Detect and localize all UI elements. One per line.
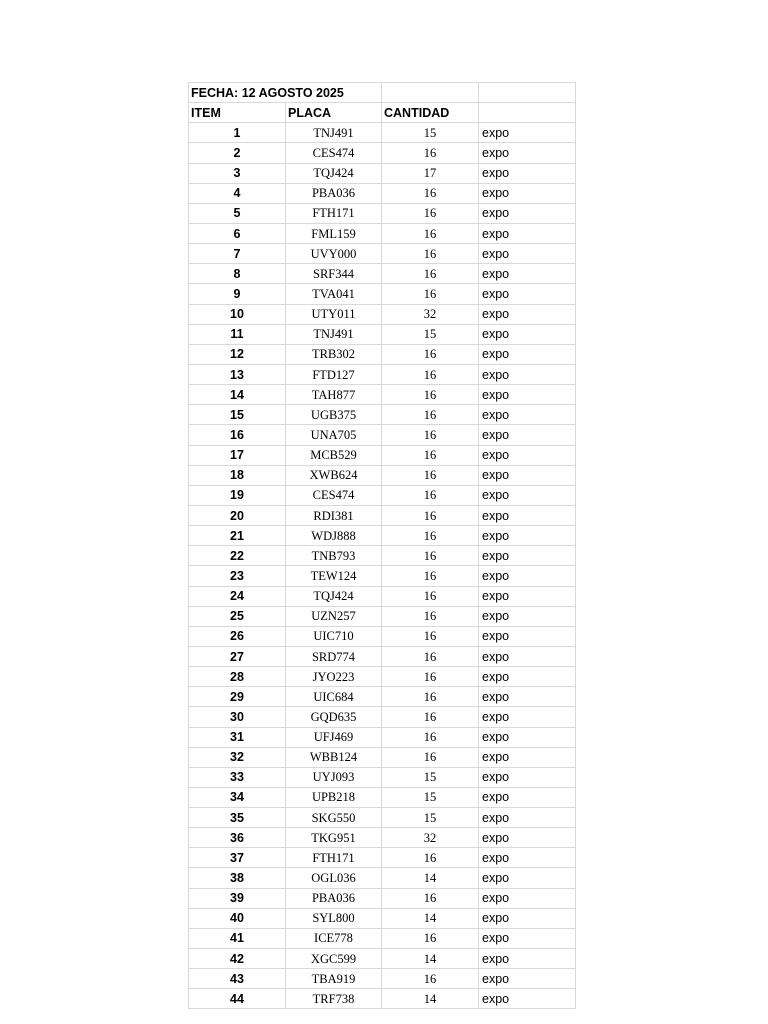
empty-cell[interactable] [479,83,576,103]
placa-cell[interactable]: TVA041 [286,284,382,304]
empty-cell[interactable] [479,103,576,123]
note-cell[interactable]: expo [479,324,576,344]
note-cell[interactable]: expo [479,344,576,364]
table-row [189,445,576,465]
item-cell[interactable]: 28 [189,667,286,687]
placa-cell[interactable]: UIC684 [286,687,382,707]
placa-cell[interactable]: PBA036 [286,888,382,908]
spreadsheet-table [188,82,576,1009]
cantidad-cell[interactable]: 17 [382,163,479,183]
placa-cell[interactable]: TNB793 [286,546,382,566]
placa-cell[interactable]: XWB624 [286,465,382,485]
date-row [189,83,576,103]
item-cell[interactable]: 19 [189,485,286,505]
placa-cell[interactable]: TQJ424 [286,586,382,606]
table-row [189,808,576,828]
cantidad-cell[interactable]: 16 [382,244,479,264]
note-cell[interactable]: expo [479,244,576,264]
item-cell[interactable]: 29 [189,687,286,707]
item-cell[interactable]: 32 [189,747,286,767]
cantidad-cell[interactable]: 16 [382,586,479,606]
table-row [189,505,576,525]
table-row [189,385,576,405]
table-row [189,727,576,747]
cantidad-cell[interactable]: 16 [382,385,479,405]
item-cell[interactable]: 38 [189,868,286,888]
note-cell[interactable]: expo [479,163,576,183]
cantidad-cell[interactable]: 15 [382,123,479,143]
item-cell[interactable]: 10 [189,304,286,324]
note-cell[interactable]: expo [479,405,576,425]
item-cell[interactable]: 6 [189,223,286,243]
item-cell[interactable]: 16 [189,425,286,445]
cantidad-cell[interactable]: 14 [382,908,479,928]
note-cell[interactable]: expo [479,485,576,505]
placa-cell[interactable]: UPB218 [286,787,382,807]
item-cell[interactable]: 27 [189,646,286,666]
item-cell[interactable]: 3 [189,163,286,183]
note-cell[interactable]: expo [479,687,576,707]
item-cell[interactable]: 11 [189,324,286,344]
placa-cell[interactable]: WBB124 [286,747,382,767]
note-cell[interactable]: expo [479,264,576,284]
note-cell[interactable]: expo [479,425,576,445]
cantidad-cell[interactable]: 16 [382,445,479,465]
placa-cell[interactable]: TNJ491 [286,123,382,143]
table-row [189,183,576,203]
note-cell[interactable]: expo [479,203,576,223]
item-cell[interactable]: 41 [189,928,286,948]
item-cell[interactable]: 35 [189,808,286,828]
note-cell[interactable]: expo [479,626,576,646]
item-cell[interactable]: 5 [189,203,286,223]
placa-cell[interactable]: FTH171 [286,848,382,868]
note-cell[interactable]: expo [479,989,576,1009]
cantidad-cell[interactable]: 16 [382,626,479,646]
cantidad-cell[interactable]: 32 [382,304,479,324]
note-cell[interactable]: expo [479,747,576,767]
placa-cell[interactable]: PBA036 [286,183,382,203]
placa-cell[interactable]: TQJ424 [286,163,382,183]
cantidad-cell[interactable]: 16 [382,465,479,485]
cantidad-cell[interactable]: 16 [382,848,479,868]
cantidad-cell[interactable]: 16 [382,546,479,566]
item-cell[interactable]: 4 [189,183,286,203]
note-cell[interactable]: expo [479,304,576,324]
item-cell[interactable]: 31 [189,727,286,747]
item-cell[interactable]: 8 [189,264,286,284]
table-row [189,767,576,787]
item-cell[interactable]: 30 [189,707,286,727]
placa-cell[interactable]: GQD635 [286,707,382,727]
placa-cell[interactable]: UGB375 [286,405,382,425]
table-row [189,747,576,767]
placa-cell[interactable]: TNJ491 [286,324,382,344]
note-cell[interactable]: expo [479,143,576,163]
placa-cell[interactable]: RDI381 [286,505,382,525]
cantidad-cell[interactable]: 16 [382,505,479,525]
item-cell[interactable]: 22 [189,546,286,566]
note-cell[interactable]: expo [479,767,576,787]
placa-cell[interactable]: MCB529 [286,445,382,465]
item-cell[interactable]: 36 [189,828,286,848]
cantidad-cell[interactable]: 16 [382,364,479,384]
table-row [189,344,576,364]
placa-cell[interactable]: UTY011 [286,304,382,324]
placa-cell[interactable]: UFJ469 [286,727,382,747]
table-row [189,606,576,626]
cantidad-cell[interactable]: 16 [382,143,479,163]
placa-cell[interactable]: SRF344 [286,264,382,284]
table-row [189,485,576,505]
table-row [189,787,576,807]
note-cell[interactable]: expo [479,828,576,848]
cantidad-cell[interactable]: 16 [382,928,479,948]
note-cell[interactable]: expo [479,908,576,928]
note-cell[interactable]: expo [479,526,576,546]
table-row [189,123,576,143]
table-row [189,324,576,344]
item-cell[interactable]: 37 [189,848,286,868]
note-cell[interactable]: expo [479,284,576,304]
note-cell[interactable]: expo [479,707,576,727]
table-row [189,626,576,646]
note-cell[interactable]: expo [479,727,576,747]
table-row [189,868,576,888]
item-cell[interactable]: 33 [189,767,286,787]
note-cell[interactable]: expo [479,646,576,666]
item-cell[interactable]: 7 [189,244,286,264]
table-row [189,304,576,324]
cantidad-cell[interactable]: 15 [382,324,479,344]
placa-cell[interactable]: TAH877 [286,385,382,405]
item-cell[interactable]: 18 [189,465,286,485]
item-cell[interactable]: 20 [189,505,286,525]
item-cell[interactable]: 40 [189,908,286,928]
column-header-placa[interactable]: PLACA [286,103,382,123]
table-row [189,687,576,707]
table-row [189,969,576,989]
table-row [189,425,576,445]
cantidad-cell[interactable]: 14 [382,949,479,969]
cantidad-cell[interactable]: 15 [382,767,479,787]
item-cell[interactable]: 1 [189,123,286,143]
item-cell[interactable]: 43 [189,969,286,989]
placa-cell[interactable]: SKG550 [286,808,382,828]
cantidad-cell[interactable]: 15 [382,787,479,807]
cantidad-cell[interactable]: 16 [382,707,479,727]
cantidad-cell[interactable]: 16 [382,888,479,908]
table-row [189,989,576,1009]
placa-cell[interactable]: OGL036 [286,868,382,888]
cantidad-cell[interactable]: 16 [382,264,479,284]
cantidad-cell[interactable]: 16 [382,284,479,304]
cantidad-cell[interactable]: 16 [382,747,479,767]
cantidad-cell[interactable]: 16 [382,425,479,445]
note-cell[interactable]: expo [479,848,576,868]
item-cell[interactable]: 15 [189,405,286,425]
item-cell[interactable]: 25 [189,606,286,626]
note-cell[interactable]: expo [479,566,576,586]
date-label[interactable]: FECHA: 12 AGOSTO 2025 [189,83,382,103]
cantidad-cell[interactable]: 16 [382,969,479,989]
placa-cell[interactable]: ICE778 [286,928,382,948]
table-row [189,244,576,264]
note-cell[interactable]: expo [479,445,576,465]
cantidad-cell[interactable]: 16 [382,646,479,666]
placa-cell[interactable]: TRF738 [286,989,382,1009]
item-cell[interactable]: 24 [189,586,286,606]
table-row [189,828,576,848]
item-cell[interactable]: 42 [189,949,286,969]
item-cell[interactable]: 23 [189,566,286,586]
table-row [189,546,576,566]
table-row [189,364,576,384]
placa-cell[interactable]: FML159 [286,223,382,243]
placa-cell[interactable]: UYJ093 [286,767,382,787]
placa-cell[interactable]: SRD774 [286,646,382,666]
cantidad-cell[interactable]: 16 [382,203,479,223]
note-cell[interactable]: expo [479,465,576,485]
item-cell[interactable]: 34 [189,787,286,807]
item-cell[interactable]: 13 [189,364,286,384]
note-cell[interactable]: expo [479,364,576,384]
item-cell[interactable]: 39 [189,888,286,908]
note-cell[interactable]: expo [479,505,576,525]
placa-cell[interactable]: FTD127 [286,364,382,384]
table-row [189,264,576,284]
note-cell[interactable]: expo [479,928,576,948]
note-cell[interactable]: expo [479,546,576,566]
cantidad-cell[interactable]: 16 [382,526,479,546]
placa-cell[interactable]: WDJ888 [286,526,382,546]
placa-cell[interactable]: TRB302 [286,344,382,364]
column-header-item[interactable]: ITEM [189,103,286,123]
column-header-row [189,103,576,123]
table-row [189,203,576,223]
cantidad-cell[interactable]: 14 [382,868,479,888]
placa-cell[interactable]: SYL800 [286,908,382,928]
table-row [189,848,576,868]
note-cell[interactable]: expo [479,606,576,626]
item-cell[interactable]: 44 [189,989,286,1009]
note-cell[interactable]: expo [479,667,576,687]
placa-cell[interactable]: CES474 [286,485,382,505]
note-cell[interactable]: expo [479,868,576,888]
placa-cell[interactable]: UNA705 [286,425,382,445]
cantidad-cell[interactable]: 16 [382,183,479,203]
note-cell[interactable]: expo [479,808,576,828]
cantidad-cell[interactable]: 16 [382,485,479,505]
empty-cell[interactable] [382,83,479,103]
placa-cell[interactable]: XGC599 [286,949,382,969]
table-row [189,284,576,304]
table-row [189,646,576,666]
placa-cell[interactable]: TKG951 [286,828,382,848]
item-cell[interactable]: 12 [189,344,286,364]
note-cell[interactable]: expo [479,223,576,243]
cantidad-cell[interactable]: 16 [382,405,479,425]
item-cell[interactable]: 14 [189,385,286,405]
note-cell[interactable]: expo [479,969,576,989]
note-cell[interactable]: expo [479,949,576,969]
cantidad-cell[interactable]: 14 [382,989,479,1009]
placa-cell[interactable]: TEW124 [286,566,382,586]
table-row [189,928,576,948]
placa-cell[interactable]: CES474 [286,143,382,163]
note-cell[interactable]: expo [479,787,576,807]
item-cell[interactable]: 9 [189,284,286,304]
table-row [189,163,576,183]
table-row [189,908,576,928]
table-row [189,888,576,908]
cantidad-cell[interactable]: 16 [382,727,479,747]
cantidad-cell[interactable]: 16 [382,344,479,364]
cantidad-cell[interactable]: 16 [382,223,479,243]
note-cell[interactable]: expo [479,123,576,143]
cantidad-cell[interactable]: 15 [382,808,479,828]
table-row [189,223,576,243]
table-row [189,707,576,727]
cantidad-cell[interactable]: 16 [382,606,479,626]
placa-cell[interactable]: JYO223 [286,667,382,687]
table-row [189,465,576,485]
cantidad-cell[interactable]: 32 [382,828,479,848]
cantidad-cell[interactable]: 16 [382,687,479,707]
table-row [189,586,576,606]
table-row [189,566,576,586]
placa-cell[interactable]: TBA919 [286,969,382,989]
item-cell[interactable]: 2 [189,143,286,163]
table-row [189,405,576,425]
note-cell[interactable]: expo [479,888,576,908]
item-cell[interactable]: 26 [189,626,286,646]
column-header-cantidad[interactable]: CANTIDAD [382,103,479,123]
placa-cell[interactable]: UIC710 [286,626,382,646]
placa-cell[interactable]: UZN257 [286,606,382,626]
item-cell[interactable]: 21 [189,526,286,546]
cantidad-cell[interactable]: 16 [382,667,479,687]
item-cell[interactable]: 17 [189,445,286,465]
placa-cell[interactable]: FTH171 [286,203,382,223]
table-body [189,83,576,1009]
table-row [189,526,576,546]
note-cell[interactable]: expo [479,385,576,405]
table-row [189,949,576,969]
table-row [189,667,576,687]
cantidad-cell[interactable]: 16 [382,566,479,586]
note-cell[interactable]: expo [479,183,576,203]
table-row [189,143,576,163]
note-cell[interactable]: expo [479,586,576,606]
placa-cell[interactable]: UVY000 [286,244,382,264]
